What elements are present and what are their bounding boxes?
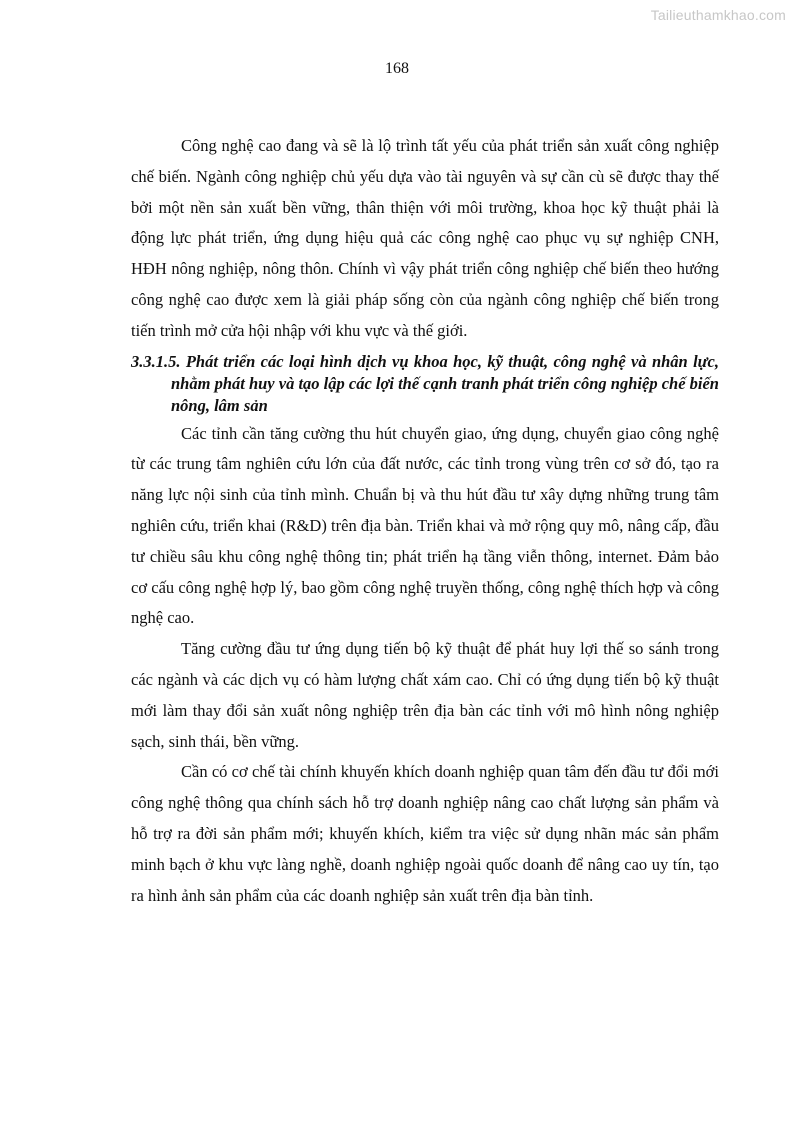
paragraph-technical-progress: Tăng cường đầu tư ứng dụng tiến bộ kỹ thuật để phát huy lợi thế so sánh trong các ngành và các dịch vụ có hàm lượng chất xám cao. Chỉ có ứng dụng tiến bộ kỹ thuật mới làm thay đổi sản xuất nông nghiệp trên địa bàn các tỉnh với mô hình nông nghiệp sạch, sinh thái, bền vững. [131,639,719,751]
paragraph-high-tech: Công nghệ cao đang và sẽ là lộ trình tất yếu của phát triển sản xuất công nghiệp chế biến. Ngành công nghiệp chủ yếu dựa vào tài nguyên và sự cần cù sẽ được thay thế bởi một nền sản xuất bền vững, thân thiện với môi trường, khoa học kỹ thuật phải là động lực phát triển, ứng dụng hiệu quả các công nghệ cao phục vụ sự nghiệp CNH, HĐH nông nghiệp, nông thôn. Chính vì vậy phát triển công nghiệp chế biến theo hướng công nghệ cao được xem là giải pháp sống còn của ngành công nghiệp chế biến trong tiến trình mở cửa hội nhập với khu vực và thế giới. [131,136,719,340]
page-number: 168 [385,60,409,77]
paragraph-financial-mechanism: Cần có cơ chế tài chính khuyến khích doanh nghiệp quan tâm đến đầu tư đổi mới công nghệ thông qua chính sách hỗ trợ doanh nghiệp nâng cao chất lượng sản phẩm và hỗ trợ ra đời sản phẩm mới; khuyến khích, kiểm tra việc sử dụng nhãn mác sản phẩm minh bạch ở khu vực làng nghề, doanh nghiệp ngoài quốc doanh để nâng cao uy tín, tạo ra hình ảnh sản phẩm của các doanh nghiệp sản xuất trên địa bàn tỉnh. [131,762,719,905]
watermark: Tailieuthamkhao.com [650,7,786,23]
paragraph-technology-transfer: Các tỉnh cần tăng cường thu hút chuyển giao, ứng dụng, chuyển giao công nghệ từ các trung tâm nghiên cứu lớn của đất nước, các tỉnh trong vùng trên cơ sở đó, tạo ra năng lực nội sinh của tỉnh mình. Chuẩn bị và thu hút đầu tư xây dựng những trung tâm nghiên cứu, triển khai (R&D) trên địa bàn. Triển khai và mở rộng quy mô, nâng cấp, đầu tư chiều sâu khu công nghệ thông tin; phát triển hạ tầng viễn thông, internet. Đảm bảo cơ cấu công nghệ hợp lý, bao gồm công nghệ truyền thống, công nghệ thích hợp và công nghệ cao. [131,423,719,628]
section-heading-3-3-1-5: 3.3.1.5. Phát triển các loại hình dịch vụ khoa học, kỹ thuật, công nghệ và nhân lực, nhằm phát huy và tạo lập các lợi thế cạnh tranh phát triển công nghiệp chế biến nông, lâm sản [131,351,719,415]
document-body [131,131,719,911]
